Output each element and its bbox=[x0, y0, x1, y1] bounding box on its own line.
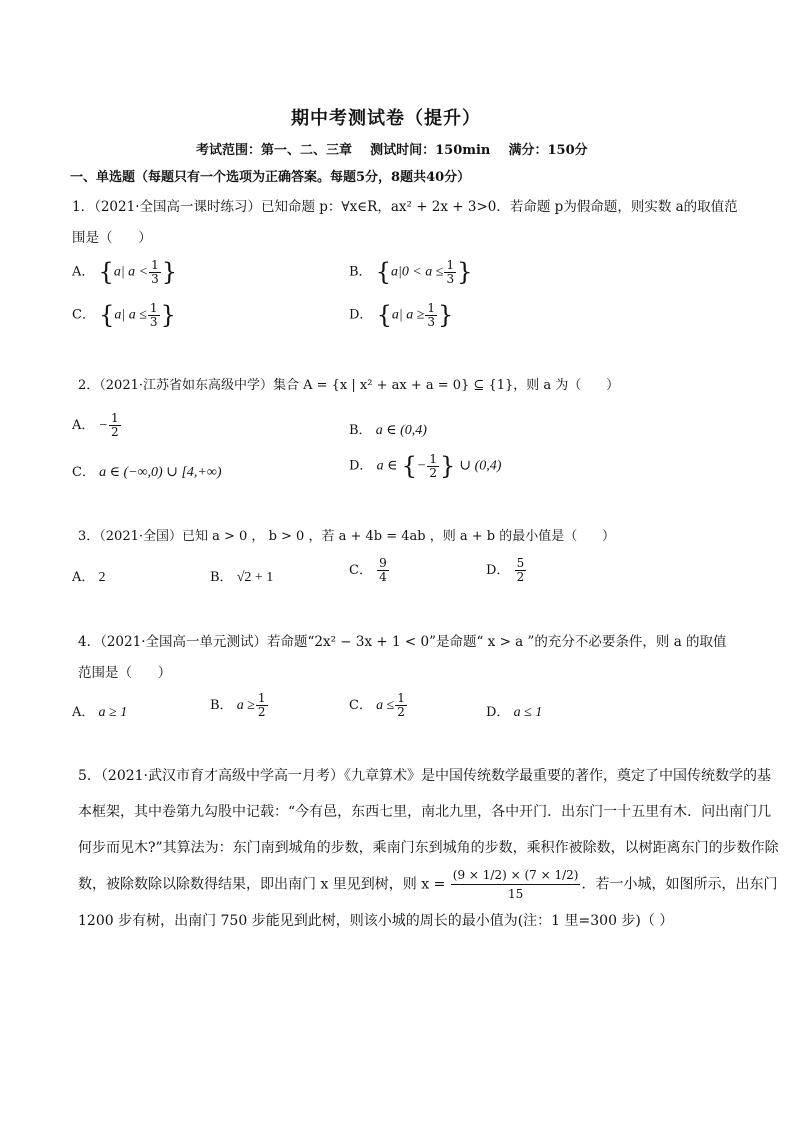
option-math: a ≤ bbox=[376, 698, 395, 713]
q2-option-b bbox=[349, 419, 427, 439]
option-math: a| a ≤ bbox=[114, 307, 147, 323]
q4-stem-line2: 范围是（ ） bbox=[78, 665, 172, 681]
option-math: a|0 < a ≤ bbox=[390, 264, 444, 280]
option-math: 2 bbox=[98, 570, 106, 585]
option-label: C． bbox=[72, 465, 95, 480]
option-label: B． bbox=[210, 570, 233, 585]
q1-stem-line1: 1．（2021·全国高一课时练习）已知命题 p：∀x∈R，ax² + 2x + 3>0．若命题 p为假命题，则实数 a的取值范 bbox=[72, 199, 738, 215]
option-math: a ∈ (0,4) bbox=[375, 423, 427, 438]
q1-stem-line2: 围是（ ） bbox=[72, 230, 152, 246]
q2-option-d bbox=[349, 452, 501, 480]
fraction: $\frac{1}{2}$ bbox=[397, 691, 405, 719]
brace-left: { bbox=[99, 301, 115, 329]
q5-text-part2: ．若一小城，如图所示，出东门 1200 步有树，出南门 750 步能见到此树，则该小城的周长的最小值为(注：1 里=300 步)（ ） bbox=[78, 876, 778, 929]
q3-option-c bbox=[349, 557, 390, 584]
exam-meta: 考试范围：第一、二、三章 测试时间：150min 满分：150分 bbox=[196, 143, 588, 158]
option-math: a| a < bbox=[113, 264, 149, 280]
fraction: $\frac{1}{3}$ bbox=[149, 300, 158, 329]
q3-option-a bbox=[72, 566, 106, 586]
option-math: a ∈ bbox=[376, 458, 398, 474]
option-label: B． bbox=[349, 264, 372, 280]
q3-option-b bbox=[210, 566, 273, 586]
q1-option-a bbox=[72, 258, 177, 286]
q3-stem: 3．（2021·全国）已知 a > 0 ， b > 0 ，若 a + 4b = 4ab ，则 a + b 的最小值是（ ） bbox=[78, 529, 615, 544]
fraction: $\frac{1}{2}$ bbox=[110, 411, 119, 439]
formula-numerator: (9 × 1/2) × (7 × 1/2) bbox=[451, 866, 581, 885]
brace-left: { bbox=[376, 301, 392, 329]
q5-text-part1: 5．（2021·武汉市育才高级中学高一月考）《九章算术》是中国传统数学最重要的著作，奠定了中国传统数学的基本框架，其中卷第九勾股中记载：“今有邑，东西七里，南北九里，各中开门．出东门一十五里有木．问出南门几何步而见木?”其算法为：东门南到城角的步数，乘南门东到城角的步数，乘积作被除数，以树距离东门的步数作除数，被除数除以除数得结果，即出南门 x 里见到树，则 x = bbox=[78, 768, 779, 893]
q4-option-a bbox=[72, 701, 127, 721]
option-math: a ∈ (−∞,0) ∪ [4,+∞) bbox=[99, 465, 222, 480]
option-label: D． bbox=[486, 563, 510, 578]
brace-left: { bbox=[98, 258, 114, 286]
option-math: a ≤ 1 bbox=[513, 705, 543, 720]
option-label: C． bbox=[349, 563, 372, 578]
brace-right: } bbox=[438, 301, 454, 329]
option-label: D． bbox=[349, 307, 373, 323]
option-label: A． bbox=[72, 264, 95, 280]
q4-option-c bbox=[349, 692, 408, 719]
q1-option-d bbox=[349, 301, 453, 329]
option-label: C． bbox=[72, 307, 95, 323]
page-title: 期中考测试卷（提升） bbox=[291, 108, 481, 129]
brace-right: } bbox=[457, 258, 473, 286]
option-math: a ≥ 1 bbox=[98, 705, 128, 720]
option-label: A． bbox=[72, 570, 95, 585]
q4-option-d bbox=[486, 701, 542, 721]
brace-right: } bbox=[161, 258, 178, 286]
brace-right: } bbox=[439, 452, 456, 480]
option-math: a ≥ bbox=[236, 698, 255, 713]
option-label: A． bbox=[72, 705, 95, 720]
q3-option-d bbox=[486, 557, 527, 584]
option-label: A． bbox=[72, 418, 95, 433]
q1-option-b bbox=[349, 258, 472, 286]
option-math: a| a ≥ bbox=[391, 307, 425, 323]
option-math: ∪ (0,4) bbox=[459, 458, 502, 474]
fraction: $\frac{1}{3}$ bbox=[427, 300, 436, 329]
brace-left: { bbox=[401, 452, 417, 480]
fraction: $\frac{1}{3}$ bbox=[446, 257, 455, 286]
q2-stem: 2．（2021·江苏省如东高级中学）集合 A = {x | x² + ax + a = 0} ⊆ {1}，则 a 为（ ） bbox=[78, 378, 620, 393]
option-label: D． bbox=[349, 458, 373, 474]
section-heading: 一、单选题（每题只有一个选项为正确答案。每题5分，8题共40分） bbox=[70, 170, 471, 185]
q2-option-a bbox=[72, 412, 122, 439]
q5-paragraph bbox=[78, 758, 782, 939]
option-label: D． bbox=[486, 705, 510, 720]
brace-left: { bbox=[375, 258, 391, 286]
option-label: B． bbox=[349, 423, 372, 438]
q2-option-c bbox=[72, 461, 221, 481]
option-math: − bbox=[416, 458, 427, 474]
option-label: B． bbox=[210, 698, 233, 713]
brace-right: } bbox=[160, 301, 176, 329]
q4-option-b bbox=[210, 692, 269, 719]
option-math: √2 + 1 bbox=[236, 570, 274, 585]
fraction: $\frac{1}{2}$ bbox=[429, 451, 437, 480]
option-label: C． bbox=[349, 698, 372, 713]
fraction: $\frac{1}{3}$ bbox=[151, 257, 159, 286]
fraction: $\frac{9}{4}$ bbox=[379, 556, 387, 584]
formula-denominator: 15 bbox=[507, 887, 524, 901]
q4-stem-line1: 4．（2021·全国高一单元测试）若命题“2x² − 3x + 1 < 0”是命题“ x > a ”的充分不必要条件，则 a 的取值 bbox=[78, 634, 727, 650]
fraction: $\frac{1}{2}$ bbox=[257, 691, 266, 719]
q5-formula bbox=[451, 866, 581, 903]
q1-option-c bbox=[72, 301, 176, 329]
option-math: − bbox=[98, 418, 108, 433]
fraction: $\frac{5}{2}$ bbox=[516, 556, 525, 584]
